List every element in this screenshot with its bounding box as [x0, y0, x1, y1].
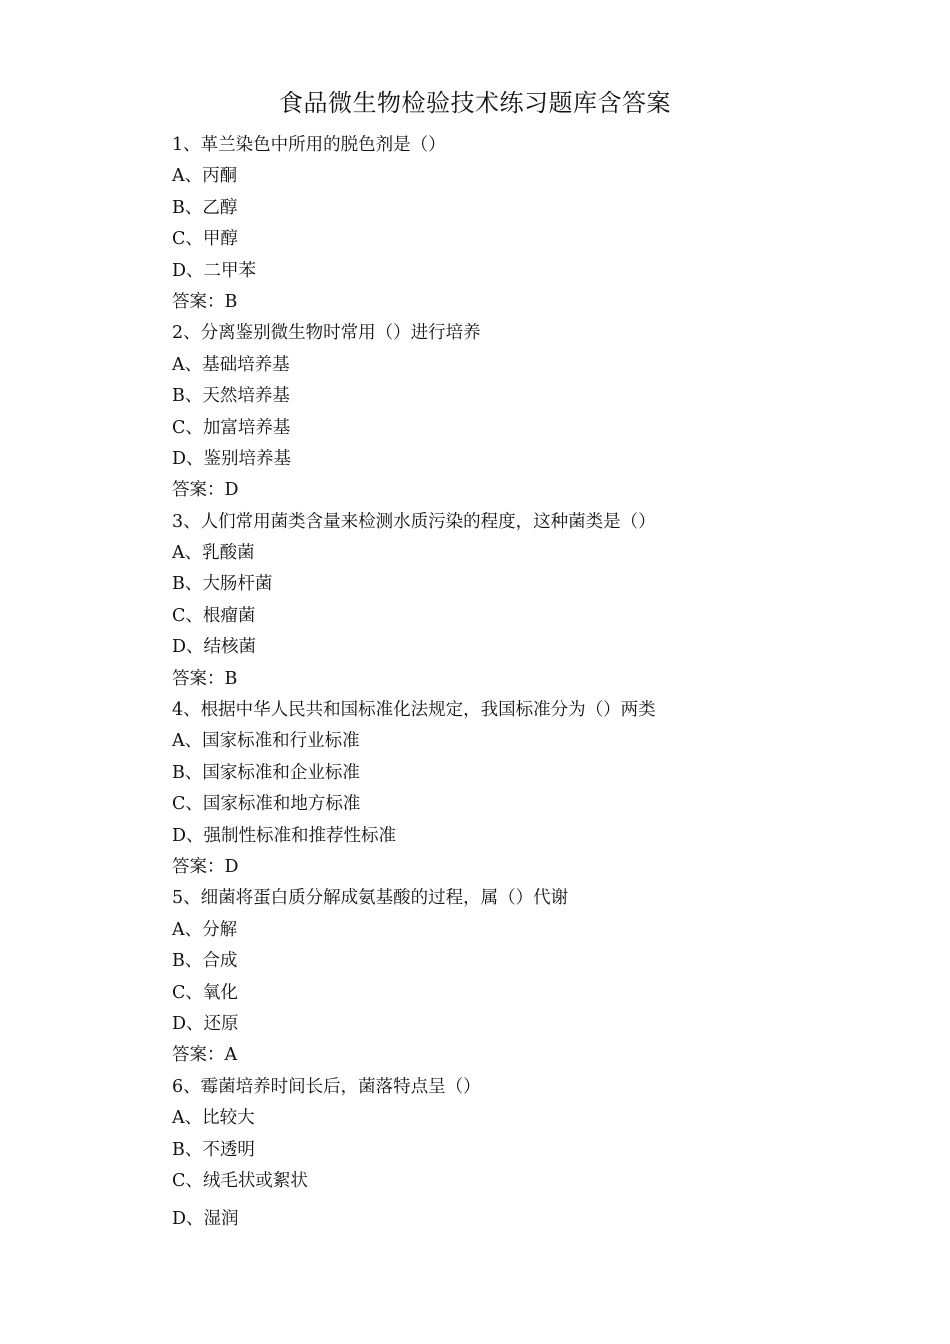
question-1-option-a: A、丙酮	[172, 166, 238, 187]
question-1-answer: 答案：B	[172, 291, 238, 312]
question-2-option-a: A、基础培养基	[172, 354, 290, 375]
question-3-answer: 答案：B	[172, 668, 238, 689]
question-3-option-a: A、乳酸菌	[172, 543, 255, 564]
question-3-option-b: B、大肠杆菌	[172, 574, 273, 595]
question-6-option-a: A、比较大	[172, 1108, 255, 1129]
question-2-option-c: C、加富培养基	[172, 417, 291, 438]
question-1-option-d: D、二甲苯	[172, 260, 257, 281]
question-5-option-b: B、合成	[172, 951, 238, 972]
question-1-option-b: B、乙醇	[172, 197, 238, 218]
question-2-answer: 答案：D	[172, 480, 239, 501]
question-list	[172, 130, 892, 1236]
question-3-option-c: C、根瘤菌	[172, 605, 256, 626]
question-1-stem: 1、革兰染色中所用的脱色剂是（）	[172, 135, 446, 155]
question-3-stem: 3、人们常用菌类含量来检测水质污染的程度，这种菌类是（）	[172, 511, 656, 532]
question-5-stem: 5、细菌将蛋白质分解成氨基酸的过程，属（）代谢	[172, 888, 569, 909]
question-4-answer: 答案：D	[172, 856, 239, 877]
question-4-option-b: B、国家标准和企业标准	[172, 762, 360, 783]
question-4-option-c: C、国家标准和地方标准	[172, 794, 361, 815]
question-6-option-c: C、绒毛状或絮状	[172, 1170, 308, 1191]
question-4-stem: 4、根据中华人民共和国标准化法规定，我国标准分为（）两类	[172, 700, 656, 721]
question-3-option-d: D、结核菌	[172, 637, 257, 658]
question-2-option-b: B、天然培养基	[172, 386, 290, 407]
question-5-option-c: C、氧化	[172, 982, 238, 1003]
question-6-option-d: D、湿润	[172, 1209, 239, 1230]
question-2-stem: 2、分离鉴别微生物时常用（）进行培养	[172, 323, 481, 344]
question-2-option-d: D、鉴别培养基	[172, 448, 292, 469]
page-title: 食品微生物检验技术练习题库含答案	[279, 89, 671, 117]
question-1-option-c: C、甲醇	[172, 229, 238, 250]
question-4-option-a: A、国家标准和行业标准	[172, 731, 360, 752]
question-6-option-b: B、不透明	[172, 1139, 255, 1160]
question-5-answer: 答案：A	[172, 1045, 238, 1066]
question-4-option-d: D、强制性标准和推荐性标准	[172, 825, 397, 846]
question-6-stem: 6、霉菌培养时间长后，菌落特点呈（）	[172, 1076, 481, 1097]
question-5-option-d: D、还原	[172, 1013, 239, 1034]
question-5-option-a: A、分解	[172, 919, 238, 940]
